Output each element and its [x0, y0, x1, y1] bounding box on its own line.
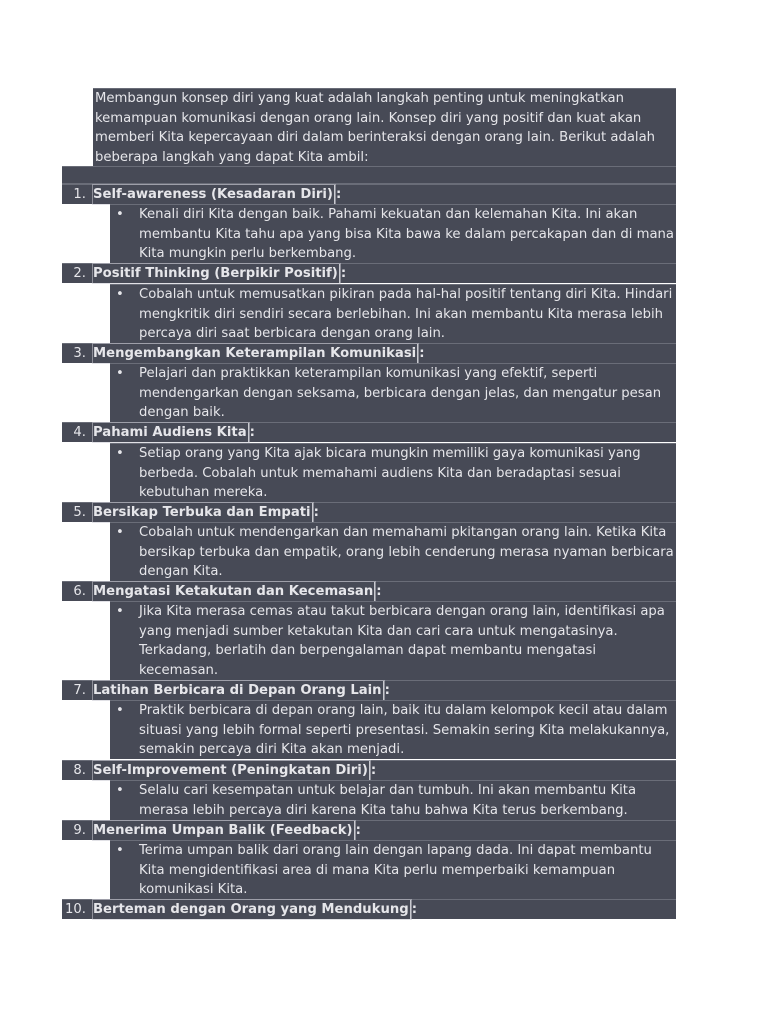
- list-item-title-wrap: [93, 582, 382, 602]
- bullet-dot-icon: •: [116, 604, 124, 619]
- list-item-heading: [62, 760, 676, 780]
- list-item-number: 9.: [73, 822, 86, 838]
- list-item-bullet: [110, 443, 676, 502]
- list-item-title-wrap: [93, 264, 346, 284]
- list-item-number: 6.: [73, 583, 86, 599]
- list-item-number: 1.: [73, 186, 86, 202]
- list-item-heading: [62, 343, 676, 363]
- list-item-bullet: [110, 840, 676, 899]
- bullet-dot-icon: •: [116, 525, 124, 540]
- bullet-dot-icon: •: [116, 446, 124, 461]
- title-colon: :: [249, 424, 255, 440]
- list-item-number: 3.: [73, 345, 86, 361]
- list-item-title-wrap: [93, 761, 376, 781]
- bullet-dot-icon: •: [116, 783, 124, 798]
- title-colon: :: [370, 762, 377, 778]
- bullet-dot-icon: •: [116, 366, 124, 381]
- list-item-title: Latihan Berbicara di Depan Orang Lain: [93, 681, 384, 701]
- list-item-heading: [62, 184, 676, 204]
- list-item-heading: [62, 581, 676, 601]
- list-item-bullet: [110, 700, 676, 759]
- list-item-title: Mengatasi Ketakutan dan Kecemasan: [93, 582, 375, 602]
- list-item-number: 5.: [73, 504, 86, 520]
- list-item-title: Pahami Audiens Kita: [93, 423, 249, 443]
- list-item-title: Mengembangkan Keterampilan Komunikasi: [93, 344, 418, 364]
- title-colon: :: [376, 583, 382, 599]
- list-item-number: 10.: [65, 901, 86, 917]
- list-item-number: 8.: [73, 762, 86, 778]
- list-item-title: Berteman dengan Orang yang Mendukung: [93, 900, 411, 920]
- list-item-title: Self-Improvement (Peningkatan Diri): [93, 761, 370, 781]
- list-item-bullet: [110, 780, 676, 820]
- bullet-dot-icon: •: [116, 703, 124, 718]
- title-colon: :: [355, 822, 361, 838]
- list-item-heading: [62, 680, 676, 700]
- bullet-text: Praktik berbicara di depan orang lain, baik itu dalam kelompok kecil atau dalam situasi yang lebih formal seperti presentasi. Semakin sering Kita melakukannya, semakin percaya diri Kita akan menjadi.: [139, 703, 670, 758]
- list-item-title-wrap: [93, 344, 424, 364]
- bullet-dot-icon: •: [116, 843, 124, 858]
- bullet-text: Kenali diri Kita dengan baik. Pahami kekuatan dan kelemahan Kita. Ini akan membantu Kita tahu apa yang bisa Kita bawa ke dalam percakapan dan di mana Kita mungkin perlu berkembang.: [139, 207, 674, 262]
- list-item-title-wrap: [93, 821, 361, 841]
- list-item-title: Bersikap Terbuka dan Empati: [93, 503, 313, 523]
- bullet-dot-icon: •: [116, 287, 124, 302]
- bullet-text: Selalu cari kesempatan untuk belajar dan tumbuh. Ini akan membantu Kita merasa lebih percaya diri karena Kita tahu bahwa Kita terus berkembang.: [139, 783, 637, 818]
- title-colon: :: [313, 504, 319, 520]
- list-item-title-wrap: [93, 900, 417, 920]
- title-colon: :: [411, 901, 417, 917]
- bullet-text: Jika Kita merasa cemas atau takut berbicara dengan orang lain, identifikasi apa yang menjadi sumber ketakutan Kita dan cari cara untuk mengatasinya. Terkadang, berlatih dan berpengalaman dapat membantu mengatasi kecemasan.: [139, 604, 665, 678]
- bullet-text: Cobalah untuk mendengarkan dan memahami pkitangan orang lain. Ketika Kita bersikap terbuka dan empatik, orang lebih cenderung merasa nyaman berbicara dengan Kita.: [139, 525, 674, 580]
- bullet-text: Terima umpan balik dari orang lain dengan lapang dada. Ini dapat membantu Kita mengidentifikasi area di mana Kita perlu memperbaiki kemampuan komunikasi Kita.: [139, 843, 652, 898]
- list-item-number: 7.: [73, 682, 86, 698]
- bullet-text: Setiap orang yang Kita ajak bicara mungkin memiliki gaya komunikasi yang berbeda. Cobalah untuk memahami audiens Kita dan beradaptasi sesuai kebutuhan mereka.: [139, 446, 641, 501]
- list-item-heading: [62, 502, 676, 522]
- list-item-title: Menerima Umpan Balik (Feedback): [93, 821, 355, 841]
- title-colon: :: [335, 186, 342, 202]
- list-item-title-wrap: [93, 503, 319, 523]
- list-item-number: 2.: [73, 265, 86, 281]
- list-item-heading: [62, 263, 676, 283]
- intro-paragraph: Membangun konsep diri yang kuat adalah langkah penting untuk meningkatkan kemampuan komunikasi dengan orang lain. Konsep diri yang positif dan kuat akan memberi Kita kepercayaan diri dalam berinteraksi dengan orang lain. Berikut adalah beberapa langkah yang dapat Kita ambil:: [93, 88, 676, 166]
- bullet-text: Cobalah untuk memusatkan pikiran pada hal-hal positif tentang diri Kita. Hindari mengkritik diri sendiri secara berlebihan. Ini akan membantu Kita merasa lebih percaya diri saat berbicara dengan orang lain.: [139, 287, 673, 342]
- title-colon: :: [419, 345, 425, 361]
- list-item-bullet: [110, 284, 676, 343]
- list-item-bullet: [110, 522, 676, 581]
- bullet-dot-icon: •: [116, 207, 124, 222]
- title-colon: :: [384, 682, 390, 698]
- list-item-bullet: [110, 601, 676, 680]
- list-item-number: 4.: [73, 424, 86, 440]
- list-item-title-wrap: [93, 185, 341, 205]
- intro-spacer: [62, 166, 676, 184]
- list-item-title: Positif Thinking (Berpikir Positif): [93, 264, 340, 284]
- bullet-text: Pelajari dan praktikkan keterampilan komunikasi yang efektif, seperti mendengarkan dengan seksama, berbicara dengan jelas, dan mengatur pesan dengan baik.: [139, 366, 662, 421]
- list-item-title-wrap: [93, 681, 390, 701]
- list-item-bullet: [110, 363, 676, 422]
- list-item-bullet: [110, 204, 676, 263]
- list-item-heading: [62, 820, 676, 840]
- list-item-heading: [62, 422, 676, 442]
- list-item-heading: [62, 899, 676, 919]
- list-item-title: Self-awareness (Kesadaran Diri): [93, 185, 335, 205]
- title-colon: :: [340, 265, 347, 281]
- list-item-title-wrap: [93, 423, 255, 443]
